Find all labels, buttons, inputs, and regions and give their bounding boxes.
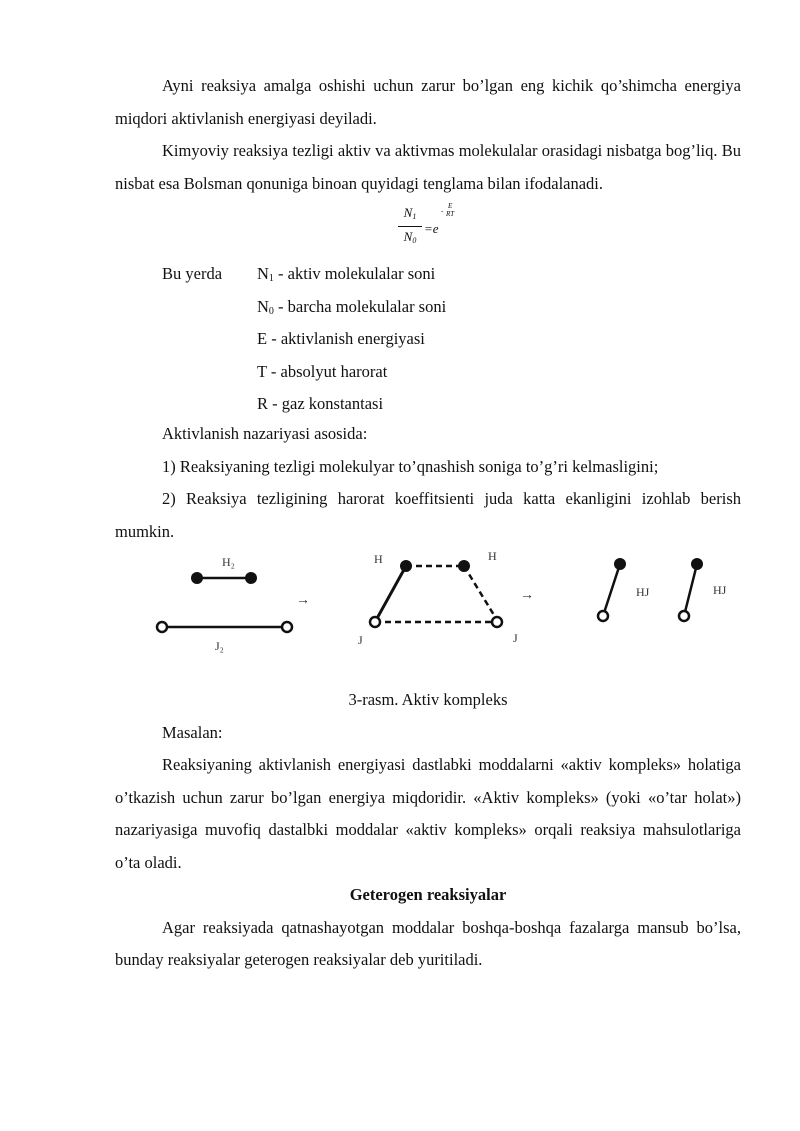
h-atom [458,560,470,572]
hj-bond [603,564,620,616]
j-atom [598,611,608,621]
formula-exp-sign: - [441,207,444,215]
j-atom [492,617,502,627]
hj-bond [684,564,697,616]
hj-partial-bond [464,566,497,620]
example-paragraph: Reaksiyaning aktivlanish energiyasi dastlabki moddalarni «aktiv kompleks» holatiga o’tkazish uchun zarur bo’lgan energiya miqdoridir. «Aktiv kompleks» (yoki «o’tar holat») nazariyasiga muvofiq dastalbki moddalar «aktiv kompleks» orqali reaksiya mahsulotlariga o’ta oladi. [115,755,741,872]
h-atom [691,558,703,570]
example-intro: Masalan: [162,722,223,742]
label-h2: H₂ [222,555,235,569]
formula-numerator: N [403,205,413,220]
formula-exp-bottom: RT [446,210,455,218]
hetero-paragraph: Agar reaksiyada qatnashayotgan moddalar boshqa-boshqa fazalarga mansub bo’lsa, bunday reaksiyalar geterogen reaksiyalar deb yuritiladi. [115,917,741,969]
legend-item: T - absolyut harorat [257,361,388,381]
boltzmann-formula [115,200,741,258]
j-atom [282,622,292,632]
active-complex-figure [115,552,741,684]
label-h: H [488,552,497,563]
formula-numerator-sub: 1 [412,212,417,221]
formula-exponent [441,202,455,218]
j-atom [157,622,167,632]
hj-bond-left [375,566,406,622]
formula-exp-top: E [447,202,453,210]
section-heading: Geterogen reaksiyalar [349,885,507,904]
formula-denominator-sub: 0 [412,236,417,245]
label-j: J [513,631,518,645]
symbol-legend [115,258,741,418]
formula-denominator: N [403,229,413,244]
label-hj: HJ [713,583,727,597]
active-complex-diagram [0,552,800,684]
arrow-2: → [520,588,534,603]
formula-rhs: =e [424,221,439,236]
label-h: H [374,552,383,566]
h-atom [245,572,257,584]
h-atom [191,572,203,584]
formula-fraction [398,204,422,249]
h-atom [614,558,626,570]
legend-item: E - aktivlanish energiyasi [257,329,425,348]
theory-point-1: 1) Reaksiyaning tezligi molekulyar to’qnashish soniga to’g’ri kelmasligini; [162,456,659,476]
h-atom [400,560,412,572]
j-atom [370,617,380,627]
label-hj: HJ [636,585,650,599]
legend-item: $N_0$ - barcha molekulalar soni [257,296,447,317]
theory-intro: Aktivlanish nazariyasi asosida: [162,424,368,443]
theory-point-2: 2) Reaksiya tezligining harorat koeffitsienti juda katta ekanligini izohlab berish mumkin. [115,489,741,541]
label-j: J [358,633,363,647]
paragraph-boltzmann: Kimyoviy reaksiya tezligi aktiv va aktivmas molekulalar orasidagi nisbatga bog’liq. Bu nisbat esa Bolsman qonuniga binoan quyidagi tenglama bilan ifodalanadi. [115,141,741,193]
paragraph-activation-energy: Ayni reaksiya amalga oshishi uchun zarur bo’lgan eng kichik qo’shimcha energiya miqdori aktivlanish energiyasi deyiladi. [115,76,741,128]
j-atom [679,611,689,621]
label-j2: J₂ [215,639,224,653]
arrow-1: → [296,593,310,608]
legend-lead: Bu yerda [162,264,223,283]
document-page [115,70,741,977]
legend-item: R - gaz konstantasi [257,394,384,413]
legend-item: $N_1$ - aktiv molekulalar soni [257,264,436,284]
figure-caption: 3-rasm. Aktiv kompleks [348,690,508,709]
